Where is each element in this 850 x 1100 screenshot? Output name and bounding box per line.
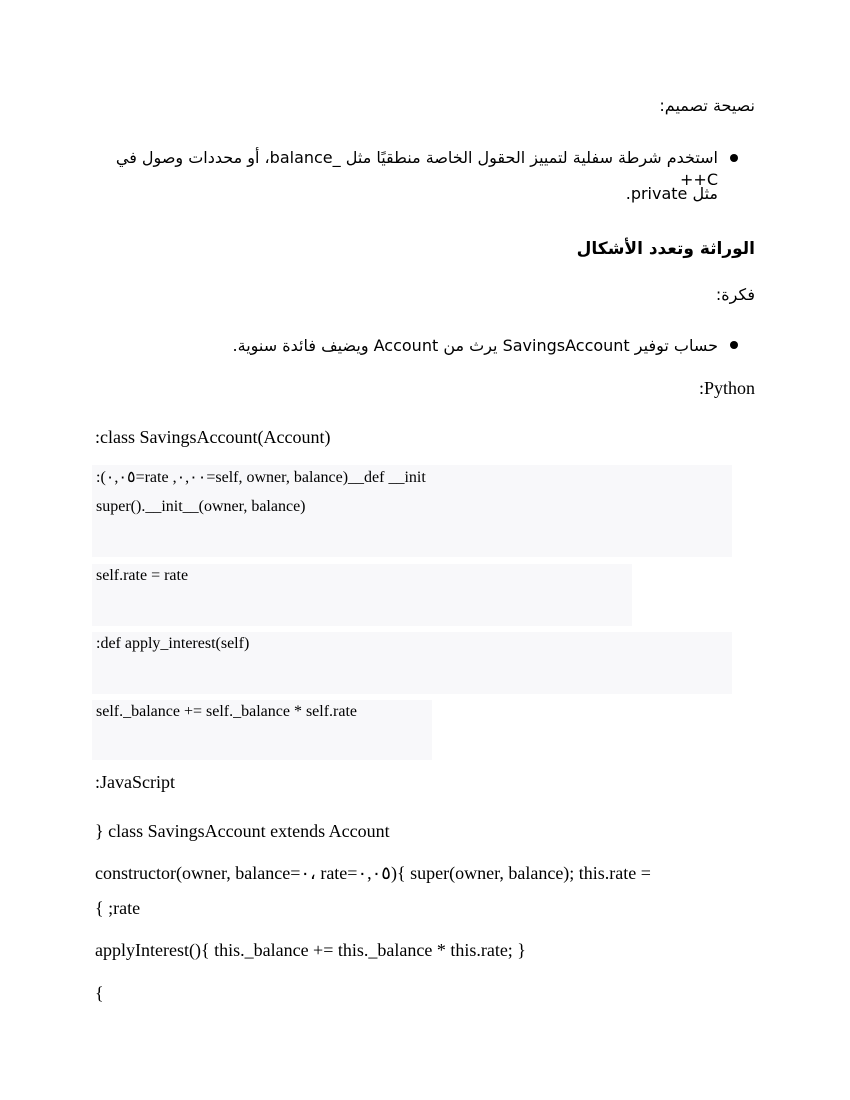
code-apply-def-line: def apply_interest(self): [96, 635, 250, 652]
section-heading: الوراثة وتعدد الأشكال [576, 239, 755, 259]
bullet-dot [730, 154, 738, 162]
js-ctor-line2: { ;rate [95, 898, 141, 918]
js-ctor-line1: constructor(owner, balance=٠، rate=٠,٠٥){ super(owner, balance); this.rate = [95, 863, 651, 883]
code-init-line: def __init__(self, owner, balance=٠,٠٠, rate=٠,٠٥): [96, 469, 426, 486]
js-close-brace: { [95, 983, 104, 1003]
code-rate-line: self.rate = rate [96, 567, 189, 584]
bullet-dot [730, 341, 738, 349]
python-label: Python: [698, 378, 755, 398]
python-class-line: class SavingsAccount(Account): [95, 427, 331, 447]
code-super-line: super().__init__(owner, balance) [96, 498, 306, 515]
design-tip-bullet-line1: استخدم شرطة سفلية لتمييز الحقول الخاصة منطقيًا مثل _balance، أو محددات وصول في C++ [115, 148, 718, 189]
design-tip-title: نصيحة تصميم: [659, 96, 755, 115]
design-tip-bullet-line2: مثل private. [625, 184, 718, 203]
idea-bullet-text: حساب توفير SavingsAccount يرث من Account ويضيف فائدة سنوية. [232, 336, 718, 355]
code-apply-body-line: self._balance += self._balance * self.rate [96, 703, 358, 720]
js-apply-line: applyInterest(){ this._balance += this._balance * this.rate; } [95, 940, 526, 960]
idea-label: فكرة: [715, 285, 755, 304]
javascript-label: JavaScript: [95, 772, 175, 792]
js-class-line: } class SavingsAccount extends Account [95, 821, 390, 841]
